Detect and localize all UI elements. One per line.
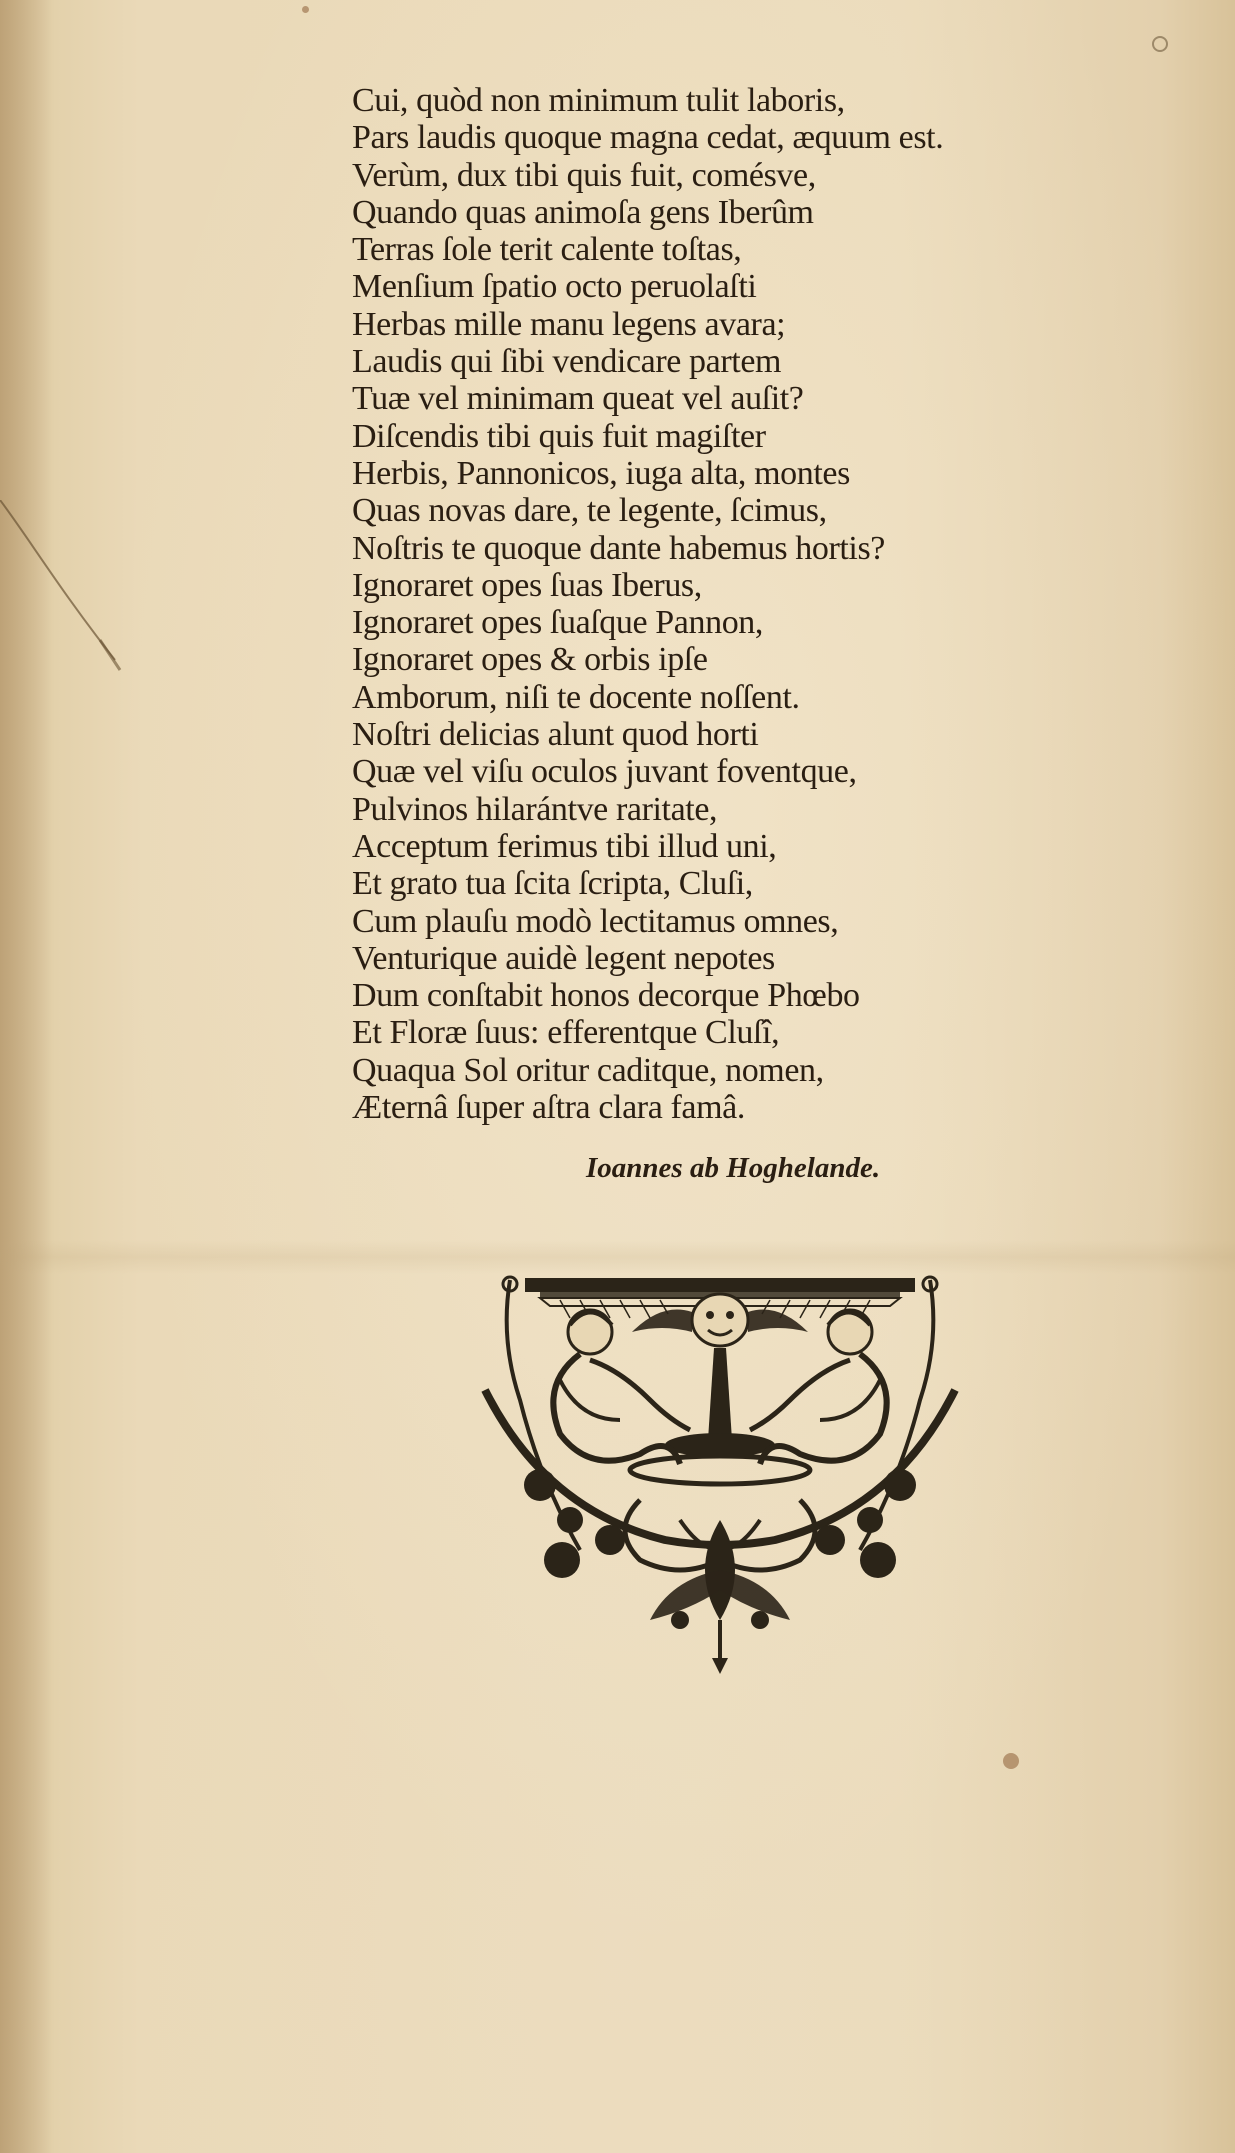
poem-line: Ignoraret opes & orbis ipſe [352, 641, 708, 679]
poem-line: Pulvinos hilarántve raritate, [352, 790, 718, 828]
poem-line: Quæ vel viſu oculos juvant foventque, [352, 753, 857, 791]
poem-line: Et Floræ ſuus: efferentque Cluſî, [352, 1014, 780, 1052]
poem-line: Terras ſole terit calente toſtas, [352, 231, 742, 269]
woodcut-ornament-icon [470, 1270, 970, 1680]
poem-line: Menſium ſpatio octo peruolaſti [352, 268, 757, 306]
poem-line: Quando quas animoſa gens Iberûm [352, 193, 814, 231]
foxing-spot [302, 6, 309, 13]
poem-line: Ignoraret opes ſuaſque Pannon, [352, 604, 763, 642]
poem-line: Æternâ ſuper aſtra clara famâ. [352, 1089, 745, 1127]
page-gutter-shadow [0, 0, 52, 2153]
poem-line: Noſtri delicias alunt quod horti [352, 716, 759, 754]
poem-line: Ignoraret opes ſuas Iberus, [352, 566, 702, 604]
poem-line: Quaqua Sol oritur caditque, nomen, [352, 1051, 824, 1089]
page-fold [0, 1240, 1235, 1274]
poem-line: Diſcendis tibi quis fuit magiſter [352, 417, 766, 455]
poem-line: Cui, quòd non minimum tulit laboris, [352, 82, 845, 119]
poem-line: Verùm, dux tibi quis fuit, comésve, [352, 156, 816, 194]
author-signature: Ioannes ab Hoghelande. [586, 1152, 881, 1184]
poem-line: Herbas mille manu legens avara; [352, 305, 786, 343]
poem-line: Tuæ vel minimam queat vel auſit? [352, 380, 804, 418]
foxing-spot [1152, 36, 1168, 52]
poem-line: Amborum, niſi te docente noſſent. [352, 678, 800, 716]
poem-line: Cum plauſu modò lectitamus omnes, [352, 902, 839, 940]
paper-tear-mark [0, 500, 130, 680]
poem-line: Laudis qui ſibi vendicare partem [352, 343, 782, 381]
poem-line: Noſtris te quoque dante habemus hortis? [352, 529, 885, 567]
poem-line: Acceptum ferimus tibi illud uni, [352, 827, 777, 865]
poem-line: Herbis, Pannonicos, iuga alta, montes [352, 454, 850, 492]
poem-line: Quas novas dare, te legente, ſcimus, [352, 492, 827, 530]
poem-text [352, 82, 1052, 1126]
poem-line: Pars laudis quoque magna cedat, æquum est. [352, 119, 944, 157]
poem-line: Et grato tua ſcita ſcripta, Cluſi, [352, 865, 753, 903]
foxing-spot [1003, 1753, 1019, 1769]
poem-line: Venturique auidè legent nepotes [352, 939, 775, 977]
poem-line: Dum conſtabit honos decorque Phœbo [352, 977, 860, 1015]
